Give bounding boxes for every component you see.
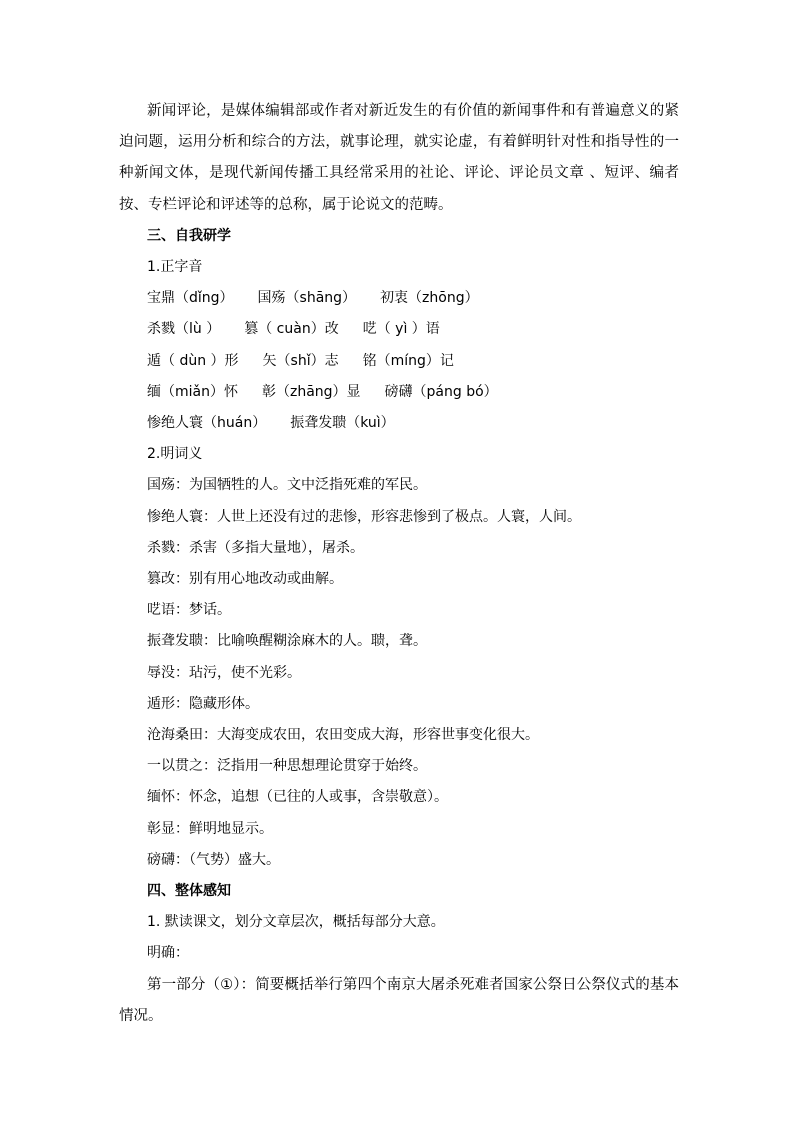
pronunciation-item: 篡（ cuàn）改 (244, 321, 339, 338)
pronunciation-item: 杀戮（lù ） (147, 321, 221, 338)
pronunciation-row (119, 283, 679, 314)
pronunciation-row (119, 408, 679, 439)
definition-item: 缅怀：怀念，追想（已往的人或事，含崇敬意）。 (147, 789, 448, 806)
pronunciation-row (119, 346, 679, 377)
pronunciation-item: 振聋发聩（kuì） (290, 415, 395, 432)
part-summary: 第一部分（①）：简要概括举行第四个南京大屠杀死难者国家公祭日公祭仪式的基本情况。 (119, 976, 679, 1024)
pronunciation-item: 彰（zhāng）显 (261, 383, 361, 400)
definition-item: 惨绝人寰：人世上还没有过的悲惨，形容悲惨到了极点。人寰，人间。 (147, 508, 581, 525)
definition-item: 彰显：鲜明地显示。 (147, 820, 273, 837)
definition-item: 辱没：玷污，使不光彩。 (147, 664, 301, 681)
clarify-label: 明确： (147, 945, 189, 962)
section-heading-self-study: 三、自我研学 (147, 227, 231, 244)
pronunciation-item: 呓（ yì ）语 (362, 321, 440, 338)
pronunciation-item: 初衷（zhōng） (380, 290, 479, 307)
section-heading-overall-perception: 四、整体感知 (147, 883, 231, 900)
pronunciation-list (119, 283, 679, 439)
pronunciation-item: 国殇（shāng） (257, 290, 357, 307)
definition-item: 一以贯之：泛指用一种思想理论贯穿于始终。 (147, 758, 427, 775)
task-item: 1. 默读课文，划分文章层次，概括每部分大意。 (147, 914, 445, 931)
definition-item: 磅礴：（气势）盛大。 (147, 851, 280, 868)
subsection-title-pronunciation: 1.正字音 (147, 259, 203, 276)
definition-item: 振聋发聩：比喻唤醒糊涂麻木的人。聩，聋。 (147, 633, 427, 650)
pronunciation-item: 铭（míng）记 (362, 352, 454, 369)
definition-item: 篡改：别有用心地改动或曲解。 (147, 571, 343, 588)
pronunciation-item: 矢（shǐ）志 (262, 352, 339, 369)
pronunciation-item: 宝鼎（dǐng） (147, 290, 234, 307)
definition-item: 沧海桑田：大海变成农田，农田变成大海，形容世事变化很大。 (147, 727, 539, 744)
pronunciation-item: 遁（ dùn ）形 (147, 352, 239, 369)
pronunciation-row (119, 314, 679, 345)
pronunciation-item: 惨绝人寰（huán） (147, 415, 267, 432)
pronunciation-item: 缅（miǎn）怀 (147, 383, 238, 400)
definition-item: 国殇：为国牺牲的人。文中泛指死难的军民。 (147, 477, 427, 494)
pronunciation-item: 磅礴（páng bó） (384, 383, 498, 400)
definition-item: 杀戮：杀害（多指大量地），屠杀。 (147, 539, 364, 556)
pronunciation-row (119, 377, 679, 408)
definition-item: 遁形：隐藏形体。 (147, 695, 259, 712)
subsection-title-vocabulary: 2.明词义 (147, 446, 203, 463)
document-body (119, 96, 679, 1032)
definition-item: 呓语：梦话。 (147, 602, 231, 619)
definition-list (119, 470, 679, 876)
intro-paragraph: 新闻评论，是媒体编辑部或作者对新近发生的有价值的新闻事件和有普遍意义的紧迫问题，运用分析和综合的方法，就事论理，就实论虚，有着鲜明针对性和指导性的一种新闻文体，是现代新闻传播工具经常采用的社论、评论、评论员文章 、短评、编者按、专栏评论和评述等的总称，属于论说文的范畴。 (119, 103, 679, 213)
